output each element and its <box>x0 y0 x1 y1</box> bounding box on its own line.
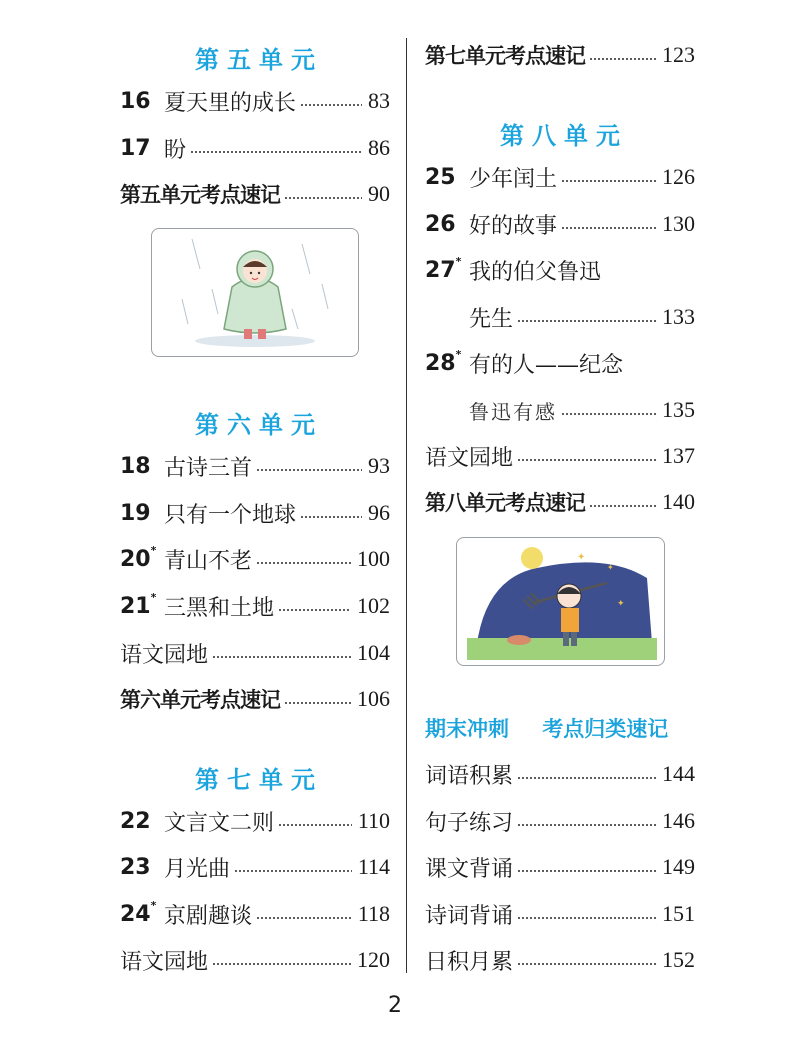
unit7-heading: 第七单元 <box>195 766 323 794</box>
optional-star: * <box>150 898 157 912</box>
lesson-title: 少年闰土 <box>469 166 558 192</box>
lesson-title: 文言文二则 <box>164 810 275 836</box>
toc-entry[interactable] <box>120 449 390 483</box>
review-title: 句子练习 <box>425 810 514 836</box>
page-ref: 110 <box>357 808 390 833</box>
lesson-number: 27 * <box>425 254 462 283</box>
dot-leader <box>517 459 656 461</box>
dot-leader <box>234 870 352 872</box>
lesson-number: 20 * <box>120 543 157 572</box>
final-heading-part2: 考点归类速记 <box>542 717 669 741</box>
lesson-number: 24 * <box>120 898 157 927</box>
dot-leader <box>561 180 656 182</box>
dot-leader <box>212 963 351 965</box>
dot-leader <box>278 609 351 611</box>
garden-title: 语文园地 <box>120 642 209 668</box>
optional-star: * <box>150 590 157 604</box>
dot-leader <box>517 870 656 872</box>
dot-leader <box>284 197 362 199</box>
toc-entry[interactable] <box>425 943 695 977</box>
optional-star: * <box>455 254 462 268</box>
lesson-number: 23 <box>120 854 151 880</box>
svg-text:✦: ✦ <box>617 599 625 609</box>
dot-leader <box>517 824 656 826</box>
garden-title: 语文园地 <box>120 949 209 975</box>
page-ref: 146 <box>662 808 695 833</box>
dot-leader <box>300 516 362 518</box>
page-ref: 140 <box>662 489 695 514</box>
page-ref: 96 <box>368 500 390 525</box>
page-ref: 114 <box>357 854 390 879</box>
toc-entry[interactable] <box>120 496 390 530</box>
lesson-number: 19 <box>120 500 151 526</box>
svg-text:✦: ✦ <box>577 552 586 563</box>
lesson-number: 17 <box>120 135 151 161</box>
toc-entry[interactable] <box>425 485 695 519</box>
lesson-title: 只有一个地球 <box>164 502 297 528</box>
dot-leader <box>589 58 656 60</box>
lesson-number: 21 * <box>120 590 157 619</box>
unit8-heading: 第八单元 <box>500 122 628 150</box>
dot-leader <box>212 656 351 658</box>
page-ref: 93 <box>368 453 390 478</box>
page-ref: 83 <box>368 88 390 113</box>
unit-summary-title: 第八单元考点速记 <box>425 491 585 515</box>
dot-leader <box>256 917 352 919</box>
toc-entry[interactable] <box>120 589 390 623</box>
page-ref: 118 <box>357 901 390 926</box>
toc-entry-continued[interactable] <box>469 300 695 334</box>
toc-entry[interactable] <box>120 131 390 165</box>
page-ref: 130 <box>662 211 695 236</box>
dot-leader <box>256 562 351 564</box>
review-title: 词语积累 <box>425 763 514 789</box>
page-number: 2 <box>388 993 402 1018</box>
final-review-heading <box>425 713 668 743</box>
unit6-heading: 第六单元 <box>195 411 323 439</box>
toc-entry[interactable] <box>425 897 695 931</box>
toc-entry[interactable] <box>425 253 695 287</box>
unit-summary-title: 第七单元考点速记 <box>425 44 585 68</box>
optional-star: * <box>150 543 157 557</box>
page-ref: 86 <box>368 135 390 160</box>
unit-summary-title: 第五单元考点速记 <box>120 183 280 207</box>
toc-entry[interactable] <box>120 542 390 576</box>
page-ref: 126 <box>662 164 695 189</box>
dot-leader <box>517 963 656 965</box>
review-title: 课文背诵 <box>425 856 514 882</box>
toc-entry[interactable] <box>425 439 695 473</box>
lesson-title-continued: 先生 <box>469 306 514 332</box>
lesson-title: 夏天里的成长 <box>164 90 297 116</box>
page-ref: 120 <box>357 947 390 972</box>
rain-girl-illustration <box>151 228 359 357</box>
page-ref: 133 <box>662 304 695 329</box>
toc-entry[interactable] <box>120 897 390 931</box>
toc-entry[interactable] <box>120 850 390 884</box>
column-divider <box>406 38 407 973</box>
page-ref: 152 <box>662 947 695 972</box>
toc-entry[interactable] <box>425 207 695 241</box>
lesson-number: 18 <box>120 453 151 479</box>
toc-entry-continued[interactable] <box>469 393 695 427</box>
page-ref: 149 <box>662 854 695 879</box>
lesson-number: 22 <box>120 808 151 834</box>
toc-entry[interactable] <box>120 804 390 838</box>
toc-entry[interactable] <box>120 636 390 670</box>
unit-summary-title: 第六单元考点速记 <box>120 688 280 712</box>
dot-leader <box>190 151 362 153</box>
final-heading-part1: 期末冲刺 <box>425 717 509 741</box>
dot-leader <box>517 917 656 919</box>
lesson-title: 盼 <box>164 137 187 163</box>
page-ref: 106 <box>357 686 390 711</box>
page-ref: 104 <box>357 640 390 665</box>
page-ref: 123 <box>662 42 695 67</box>
toc-entry[interactable] <box>425 804 695 838</box>
lesson-number: 26 <box>425 211 456 237</box>
toc-entry[interactable] <box>120 682 390 716</box>
page-ref: 102 <box>357 593 390 618</box>
dot-leader <box>300 104 362 106</box>
lesson-title: 青山不老 <box>164 548 253 574</box>
page-ref: 151 <box>662 901 695 926</box>
lesson-title: 好的故事 <box>469 213 558 239</box>
dot-leader <box>278 824 352 826</box>
dot-leader <box>517 320 656 322</box>
lesson-title: 我的伯父鲁迅 <box>469 259 602 285</box>
toc-entry[interactable] <box>425 757 695 791</box>
svg-text:✦: ✦ <box>607 563 614 572</box>
dot-leader <box>589 505 656 507</box>
toc-entry[interactable] <box>120 177 390 211</box>
lesson-title: 三黑和土地 <box>164 595 275 621</box>
lesson-number: 16 <box>120 88 151 114</box>
toc-entry[interactable] <box>120 943 390 977</box>
garden-title: 语文园地 <box>425 445 514 471</box>
lesson-title: 月光曲 <box>164 856 231 882</box>
dot-leader <box>517 777 656 779</box>
toc-entry[interactable] <box>425 346 695 380</box>
page-ref: 137 <box>662 443 695 468</box>
lesson-number: 25 <box>425 164 456 190</box>
dot-leader <box>561 413 656 415</box>
review-title: 诗词背诵 <box>425 903 514 929</box>
page-ref: 144 <box>662 761 695 786</box>
toc-entry[interactable] <box>425 160 695 194</box>
lesson-title-continued: 鲁迅有感 <box>469 399 557 424</box>
page-ref: 100 <box>357 546 390 571</box>
page-ref: 90 <box>368 181 390 206</box>
review-title: 日积月累 <box>425 949 514 975</box>
page-ref: 135 <box>662 397 695 422</box>
lesson-title: 古诗三首 <box>164 455 253 481</box>
toc-entry[interactable] <box>425 38 695 72</box>
optional-star: * <box>455 347 462 361</box>
dot-leader <box>256 469 362 471</box>
dot-leader <box>561 227 656 229</box>
moon-boy-illustration <box>456 537 665 666</box>
toc-entry[interactable] <box>425 850 695 884</box>
toc-entry[interactable] <box>120 84 390 118</box>
lesson-number: 28 * <box>425 347 462 376</box>
lesson-title: 京剧趣谈 <box>164 903 253 929</box>
lesson-title: 有的人——纪念 <box>469 352 624 378</box>
dot-leader <box>284 702 351 704</box>
unit5-heading: 第五单元 <box>195 46 323 74</box>
